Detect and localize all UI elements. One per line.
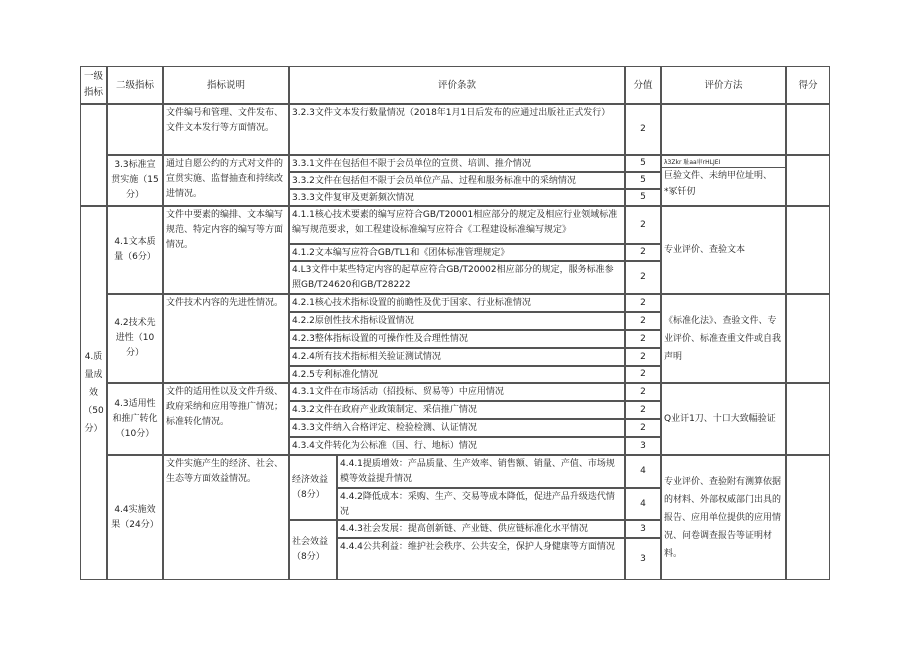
- evaluation-table: [80, 66, 830, 580]
- score-cell: 2: [625, 261, 661, 294]
- score-cell: 2: [625, 383, 661, 401]
- clause-cell: 4.4.2降低成本：采购、生产、交易等成本降低，促进产品升级迭代情况: [337, 488, 625, 520]
- method-cell: 《标准化法》、查验文件、专业评价、标准查重文件或自我声明: [661, 294, 786, 383]
- clause-cell: 4.2.2原创性技术指标设置情况: [289, 312, 625, 330]
- gain-cell: [786, 206, 830, 294]
- clause-cell: 4.1.2文本编写应符合GB/TL1和《团体标准管理规定》: [289, 244, 625, 261]
- description-cell: 文件中要素的编排、文本编写规范、特定内容的编写等方面情况。: [163, 206, 289, 294]
- method-text: *冢钎仞: [664, 187, 696, 197]
- level2-cell: 4.2技术先进性（10分）: [107, 294, 163, 383]
- clause-cell: 4.2.1核心技术指标设置的前瞻性及优于国家、行业标准情况: [289, 294, 625, 312]
- level2-cell: 4.1文本质量（6分）: [107, 206, 163, 294]
- method-text: 巨验文件、未纳甲位址明、: [662, 167, 785, 184]
- score-cell: 4: [625, 488, 661, 520]
- score-cell: 2: [625, 206, 661, 244]
- method-cell: [661, 155, 786, 206]
- description-cell: 文件实施产生的经济、社会、生态等方面效益情况。: [163, 455, 289, 580]
- score-cell: 3: [625, 538, 661, 580]
- score-cell: 2: [625, 104, 661, 155]
- score-cell: 5: [625, 172, 661, 189]
- clause-cell: 4.3.1文件在市场活动（招投标、贸易等）中应用情况: [289, 383, 625, 401]
- method-cell: 专业评价、查验文本: [661, 206, 786, 294]
- header-method: 评价方法: [661, 66, 786, 104]
- description-cell: 文件的适用性以及文件升级、政府采纳和应用等推广情况；标准转化情况。: [163, 383, 289, 455]
- header-gain: 得分: [786, 66, 830, 104]
- score-cell: 2: [625, 366, 661, 383]
- description-cell: 文件技术内容的先进性情况。: [163, 294, 289, 383]
- score-cell: 5: [625, 189, 661, 206]
- score-cell: 4: [625, 455, 661, 488]
- econ-benefit-cell: 经济效益（8分）: [289, 455, 337, 520]
- header-score: 分值: [625, 66, 661, 104]
- score-cell: 2: [625, 330, 661, 348]
- clause-cell: 4.L3文件中某些特定内容的起草应符合GB/T20002相应部分的规定，服务标准参照GB/T24620和GB/T28222: [289, 261, 625, 294]
- header-clause: 评价条款: [289, 66, 625, 104]
- score-cell: 2: [625, 312, 661, 330]
- clause-cell: 4.2.4所有技术指标相关验证测试情况: [289, 348, 625, 366]
- method-cell: 专业评价、查验附有测算依据的材料、外部权威部门出具的报告、应用单位提供的应用情况、问卷调查报告等证明材料。: [661, 455, 786, 580]
- clause-cell: 4.3.2文件在政府产业政策制定、采信推广情况: [289, 401, 625, 419]
- method-cell: [661, 104, 786, 155]
- level1-blank: [80, 104, 107, 206]
- gain-cell: [786, 155, 830, 206]
- clause-cell: 4.4.3社会发展：提高创新链、产业链、供应链标准化水平情况: [337, 520, 625, 538]
- score-cell: 2: [625, 401, 661, 419]
- description-cell: 文件编号和管理、文件发布、文件文本发行等方面情况。: [163, 104, 289, 155]
- description-cell: 通过自愿公约的方式对文件的宣贯实施、监督抽查和持续改进情况。: [163, 155, 289, 206]
- score-cell: 3: [625, 520, 661, 538]
- clause-cell: 3.3.2文件在包括但不限于会员单位产品、过程和服务标准中的采纳情况: [289, 172, 625, 189]
- method-cell: Q业讦1刀、十口大致幅验证: [661, 383, 786, 455]
- score-cell: 2: [625, 244, 661, 261]
- score-cell: 5: [625, 155, 661, 172]
- gain-cell: [786, 455, 830, 580]
- score-cell: 2: [625, 348, 661, 366]
- clause-cell: 4.2.3整体指标设置的可操作性及合理性情况: [289, 330, 625, 348]
- level2-cell: 4.4实施效果（24分）: [107, 455, 163, 580]
- method-text-faint: λ3Zkr 耻aa审rHLJEI: [664, 159, 721, 166]
- clause-cell: 4.2.5专利标准化情况: [289, 366, 625, 383]
- clause-cell: 4.3.4文件转化为公标准（国、行、地标）情况: [289, 437, 625, 455]
- header-level2: 二级指标: [107, 66, 163, 104]
- gain-cell: [786, 383, 830, 455]
- clause-cell: 4.1.1核心技术要素的编写应符合GB/T20001相应部分的规定及相应行业领域标准编写规范要求，如工程建设标准编写应符合《工程建设标准编写规定》: [289, 206, 625, 244]
- clause-cell: 3.3.3文件复审及更新频次情况: [289, 189, 625, 206]
- score-cell: 2: [625, 419, 661, 437]
- clause-cell: 3.3.1文件在包括但不限于会员单位的宣贯、培训、推介情况: [289, 155, 625, 172]
- clause-cell: 4.4.4公共利益：维护社会秩序、公共安全，保护人身健康等方面情况: [337, 538, 625, 580]
- level2-blank: [107, 104, 163, 155]
- level1-quality: 4.质量成效（50分）: [80, 206, 107, 580]
- level2-cell: 3.3标准宣贯实施（15分）: [107, 155, 163, 206]
- score-cell: 2: [625, 294, 661, 312]
- level2-cell: 4.3适用性和推广转化（10分）: [107, 383, 163, 455]
- social-benefit-cell: 社会效益（8分）: [289, 520, 337, 580]
- score-cell: 3: [625, 437, 661, 455]
- header-level1: 一级指标: [80, 66, 107, 104]
- header-description: 指标说明: [163, 66, 289, 104]
- clause-cell: 4.3.3文件纳入合格评定、检验检测、认证情况: [289, 419, 625, 437]
- clause-cell: 4.4.1提质增效：产品质量、生产效率、销售额、销量、产值、市场规模等效益提升情况: [337, 455, 625, 488]
- gain-cell: [786, 104, 830, 155]
- gain-cell: [786, 294, 830, 383]
- clause-cell: 3.2.3文件文本发行数量情况（2018年1月1日后发布的应通过出版社正式发行）: [289, 104, 625, 155]
